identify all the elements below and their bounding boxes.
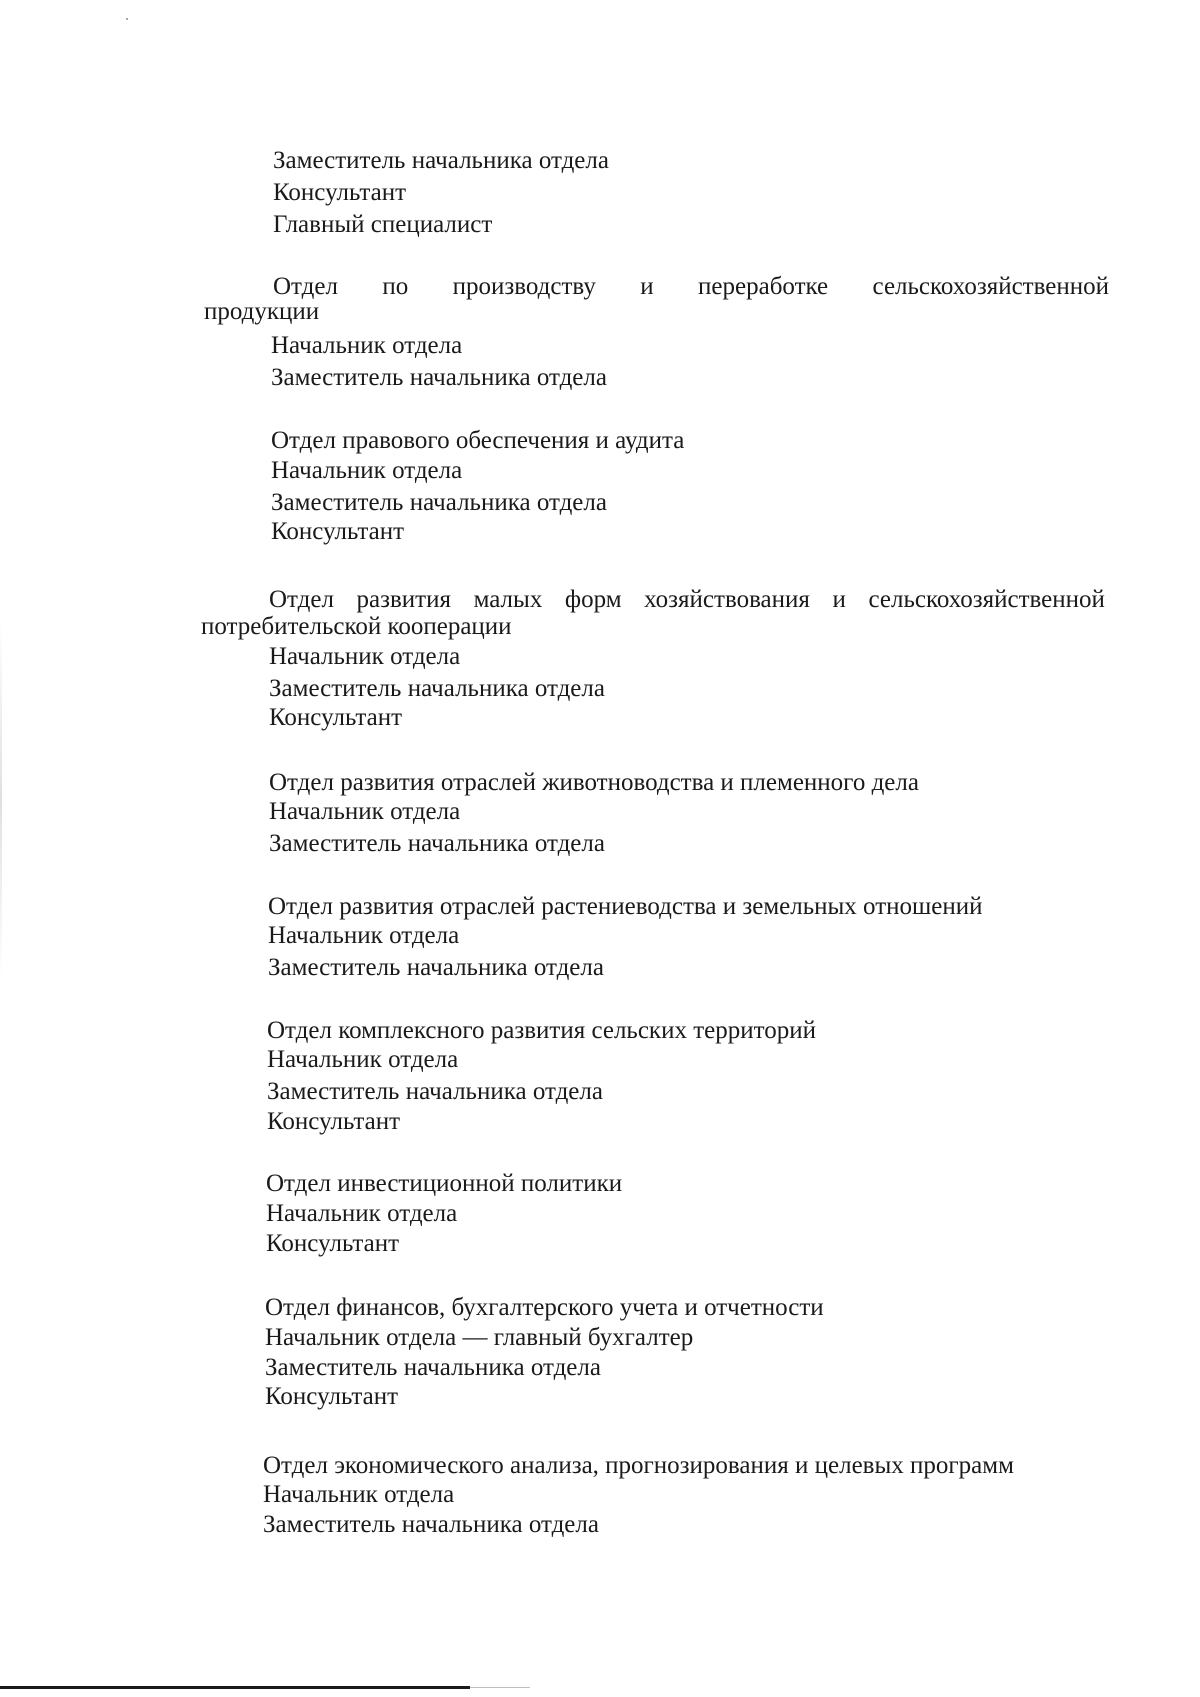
title-word: хозяйствования: [644, 586, 810, 613]
title-word: и: [640, 273, 654, 300]
title-word: сельскохозяйственной: [868, 586, 1105, 613]
title-word: переработке: [698, 273, 829, 300]
position-line: Заместитель начальника отдела: [271, 364, 607, 391]
position-line: Заместитель начальника отдела: [268, 954, 604, 981]
title-word: по: [382, 273, 409, 300]
department-title: Отдел комплексного развития сельских территорий: [267, 1017, 816, 1044]
department-title-continuation: потребительской кооперации: [201, 613, 512, 640]
position-line: Консультант: [266, 1230, 400, 1257]
department-title: Отдел экономического анализа, прогнозирования и целевых программ: [263, 1452, 1014, 1479]
scan-edge-left: [0, 620, 2, 980]
department-title: Отдел финансов, бухгалтерского учета и отчетности: [265, 1294, 824, 1321]
position-line: Заместитель начальника отдела: [267, 1078, 603, 1105]
position-line: Начальник отдела: [271, 332, 463, 359]
scan-edge-bottom-faint: [470, 1687, 530, 1688]
department-title: Отдел правового обеспечения и аудита: [271, 427, 685, 454]
scan-edge-bottom: [0, 1686, 470, 1689]
scan-speck: [126, 18, 128, 20]
title-word: сельскохозяйственной: [872, 273, 1109, 300]
position-line: Начальник отдела: [263, 1481, 455, 1508]
position-line: Консультант: [267, 1108, 401, 1135]
position-line: Заместитель начальника отдела: [273, 147, 609, 174]
position-line: Начальник отдела: [268, 922, 460, 949]
department-title: [273, 272, 1109, 302]
department-title: [269, 585, 1105, 615]
position-line: Консультант: [269, 704, 403, 731]
position-line: Заместитель начальника отдела: [269, 675, 605, 702]
title-word: и: [832, 586, 846, 613]
position-line: Начальник отдела: [269, 798, 461, 825]
position-line: Начальник отдела: [266, 1200, 458, 1227]
department-title-continuation: продукции: [204, 298, 320, 325]
title-word: форм: [564, 586, 622, 613]
position-line: Начальник отдела: [271, 457, 463, 484]
title-word: Отдел: [269, 586, 334, 613]
position-line: Заместитель начальника отдела: [263, 1511, 599, 1538]
position-line: Заместитель начальника отдела: [265, 1354, 601, 1381]
position-line: Консультант: [271, 518, 405, 545]
title-word: развития: [356, 586, 451, 613]
position-line: Консультант: [265, 1383, 399, 1410]
position-line: Заместитель начальника отдела: [269, 830, 605, 857]
title-word: малых: [473, 586, 543, 613]
position-line: Заместитель начальника отдела: [271, 489, 607, 516]
position-line: Главный специалист: [273, 211, 493, 238]
position-line: Консультант: [273, 179, 407, 206]
position-line: Начальник отдела: [269, 643, 461, 670]
title-word: Отдел: [273, 273, 338, 300]
position-line: Начальник отдела: [267, 1046, 459, 1073]
department-title: Отдел развития отраслей растениеводства и земельных отношений: [268, 893, 983, 920]
position-line: Начальник отдела — главный бухгалтер: [265, 1324, 694, 1351]
department-title: Отдел развития отраслей животноводства и племенного дела: [269, 769, 919, 796]
department-title: Отдел инвестиционной политики: [266, 1170, 623, 1197]
title-word: производству: [452, 273, 596, 300]
